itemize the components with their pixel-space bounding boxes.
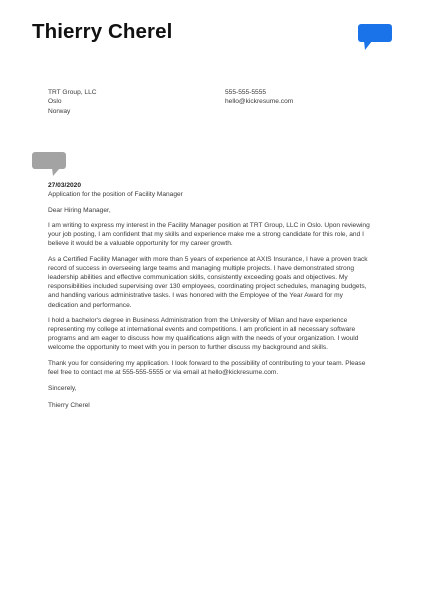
speech-bubble-icon [358,24,392,51]
paragraph [48,255,393,310]
paragraph-line: I am writing to express my interest in the Facility Manager position at TRT Group, LLC in Oslo. Upon reviewing [48,222,370,230]
paragraph [48,359,393,377]
letter-closing: Sincerely, [48,384,77,392]
paragraph-line: I hold a bachelor's degree in Business Administration from the University of Milan and have experience [48,317,348,325]
letter-date: 27/03/2020 [48,182,82,189]
paragraph-line: dedication and performance. [48,301,132,309]
paragraph-line: welcome the opportunity to meet with you in person to further discuss my background and skills. [48,344,329,352]
paragraph-line: responsibilities included supervising over 130 employees, coordinating project schedules, managing budgets, [48,283,367,291]
paragraph-line: programs and am eager to discuss how my qualifications align with the needs of your organization. I would [48,335,359,343]
sender-contact [225,88,293,107]
recipient-country: Norway [48,107,71,115]
paragraph-line: Thank you for considering my application. I look forward to the possibility of contributing to your team. Please [48,360,366,367]
recipient-company: TRT Group, LLC [48,89,97,96]
paragraph-line: feel free to contact me at 555-555-5555 or via email at hello@kickresume.com. [48,369,279,377]
paragraph [48,316,393,352]
paragraph-line: your job posting, I am confident that my skills and experience make me a strong candidate for this role, and I [48,231,364,239]
letter-signature: Thierry Cherel [48,401,90,409]
recipient-address [48,88,97,116]
paragraph-line: and handling various administrative tasks. I was honored with the Employee of the Year Award for my [48,292,343,300]
paragraph [48,221,393,248]
letter-salutation: Dear Hiring Manager, [48,206,111,214]
paragraph-line: believe it would be a valuable opportunity for my career growth. [48,240,233,248]
letter-subject: Application for the position of Facility Manager [48,191,183,199]
sender-phone: 555-555-5555 [225,89,267,96]
paragraph-line: leadership abilities and effective communication skills, consistently exceeding goals and objectives. My [48,274,348,282]
letter-body [48,181,393,410]
speech-bubble-icon [32,152,66,177]
paragraph-line: As a Certified Facility Manager with more than 5 years of experience at AXIS Insurance, I have a proven track [48,256,368,264]
paragraph-line: representing my college at international events and competitions. I am proficient in all necessary software [48,326,356,334]
recipient-city: Oslo [48,98,62,106]
paragraph-line: record of success in overseeing large teams and managing multiple projects. I have demonstrated strong [48,265,355,273]
applicant-name: Thierry Cherel [32,20,173,43]
sender-email: hello@kickresume.com [225,98,294,106]
